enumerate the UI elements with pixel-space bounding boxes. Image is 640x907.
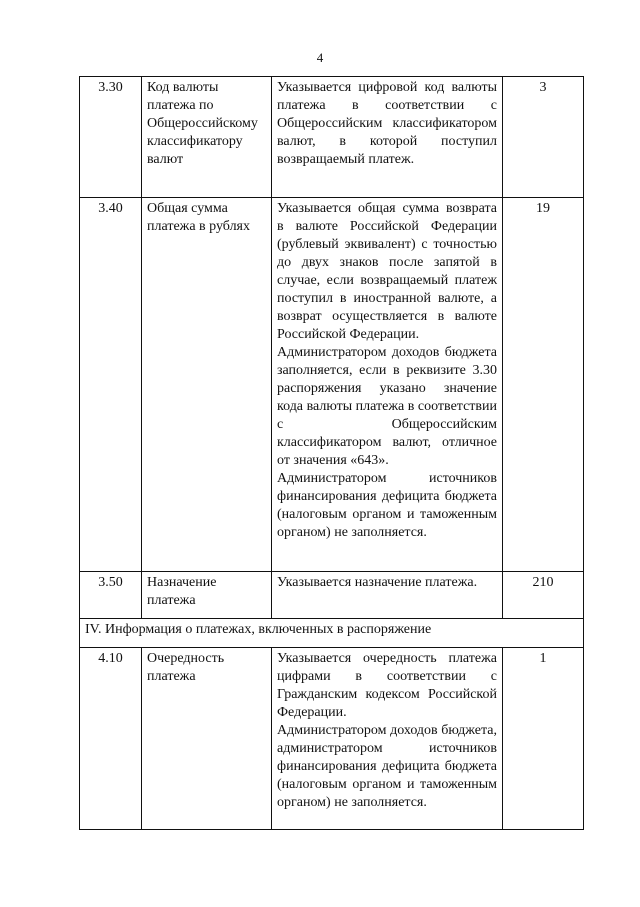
description-paragraph: Указывается очередность платежа цифрами в соответствии с Гражданским кодексом Российской Федерации.: [277, 651, 497, 720]
table-row: [80, 648, 584, 830]
field-description: [272, 198, 503, 572]
field-name: Общая сумма платежа в рублях: [142, 198, 272, 572]
field-description: [272, 572, 503, 619]
table-row: [80, 198, 584, 572]
field-size: 1: [503, 648, 584, 830]
row-number: 3.40: [80, 198, 142, 572]
row-number: 3.50: [80, 572, 142, 619]
field-name: Назначение платежа: [142, 572, 272, 619]
section-title: IV. Информация о платежах, включенных в распоряжение: [80, 619, 584, 648]
row-number: 4.10: [80, 648, 142, 830]
description-paragraph: Указывается общая сумма возврата в валюте Российской Федерации (рублевый эквивалент) с точностью до двух знаков после запятой в случае, если возвращаемый платеж поступил в иностранной валюте, а возврат осуществляется в валюте Российской Федерации.: [277, 201, 497, 342]
field-description: [272, 77, 503, 198]
field-size: 19: [503, 198, 584, 572]
field-size: 210: [503, 572, 584, 619]
description-paragraph: Указывается цифровой код валюты платежа в соответствии с Общероссийским классификатором валют, в которой поступил возвращаемый платеж.: [277, 80, 497, 167]
field-name: Код валюты платежа по Общероссийскому классификатору валют: [142, 77, 272, 198]
row-number: 3.30: [80, 77, 142, 198]
section-row: [80, 619, 584, 648]
description-paragraph: Указывается назначение платежа.: [277, 575, 478, 590]
field-name: Очередность платежа: [142, 648, 272, 830]
description-paragraph: Администратором доходов бюджета заполняется, если в реквизите 3.30 распоряжения указано значение кода валюты платежа в соответствии с Общероссийским классификатором валют, отличное от значения «643».: [277, 345, 497, 468]
page-number: 4: [316, 50, 324, 65]
description-paragraph: Администратором источников финансирования дефицита бюджета (налоговым органом и таможенным органом) не заполняется.: [277, 471, 497, 540]
field-description: [272, 648, 503, 830]
field-size: 3: [503, 77, 584, 198]
document-table: [79, 76, 584, 830]
table-row: [80, 77, 584, 198]
table-row: [80, 572, 584, 619]
description-paragraph: Администратором доходов бюджета, администратором источников финансирования дефицита бюджета (налоговым органом и таможенным органом) не заполняется.: [277, 723, 497, 810]
